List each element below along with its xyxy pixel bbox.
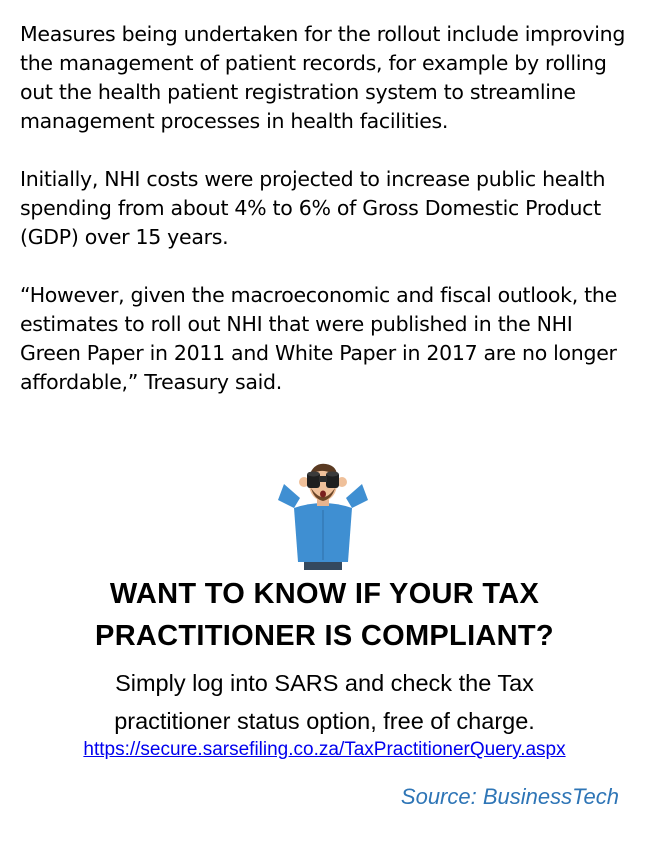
promo-heading-line-2: PRACTITIONER IS COMPLIANT? xyxy=(95,620,554,652)
promo-heading-line-1: WANT TO KNOW IF YOUR TAX xyxy=(109,578,540,610)
promo-body xyxy=(0,664,649,740)
article-paragraph: Initially, NHI costs were projected to increase public health spending from about 4% to 6% of Gross Domestic Product (GDP) over 15 years. xyxy=(20,167,606,249)
article-body xyxy=(20,20,630,426)
promo-body-line-2: practitioner status option, free of charge. xyxy=(114,708,535,734)
man-with-binoculars-illustration xyxy=(264,458,382,570)
promo-body-line-1: Simply log into SARS and check the Tax xyxy=(115,670,534,696)
tax-practitioner-query-link[interactable]: https://secure.sarsefiling.co.za/TaxPractitionerQuery.aspx xyxy=(83,739,566,760)
article-paragraph: Measures being undertaken for the rollout include improving the management of patient records, for example by rolling out the health patient registration system to streamline management processes in health facilities. xyxy=(20,22,626,133)
source-credit: Source: BusinessTech xyxy=(400,784,619,809)
article-paragraph: “However, given the macroeconomic and fiscal outlook, the estimates to roll out NHI that were published in the NHI Green Paper in 2011 and White Paper in 2017 are no longer affordable,” Treasury said. xyxy=(20,283,617,394)
binoculars-figure-svg xyxy=(264,458,382,570)
promo-link-container xyxy=(0,736,649,764)
